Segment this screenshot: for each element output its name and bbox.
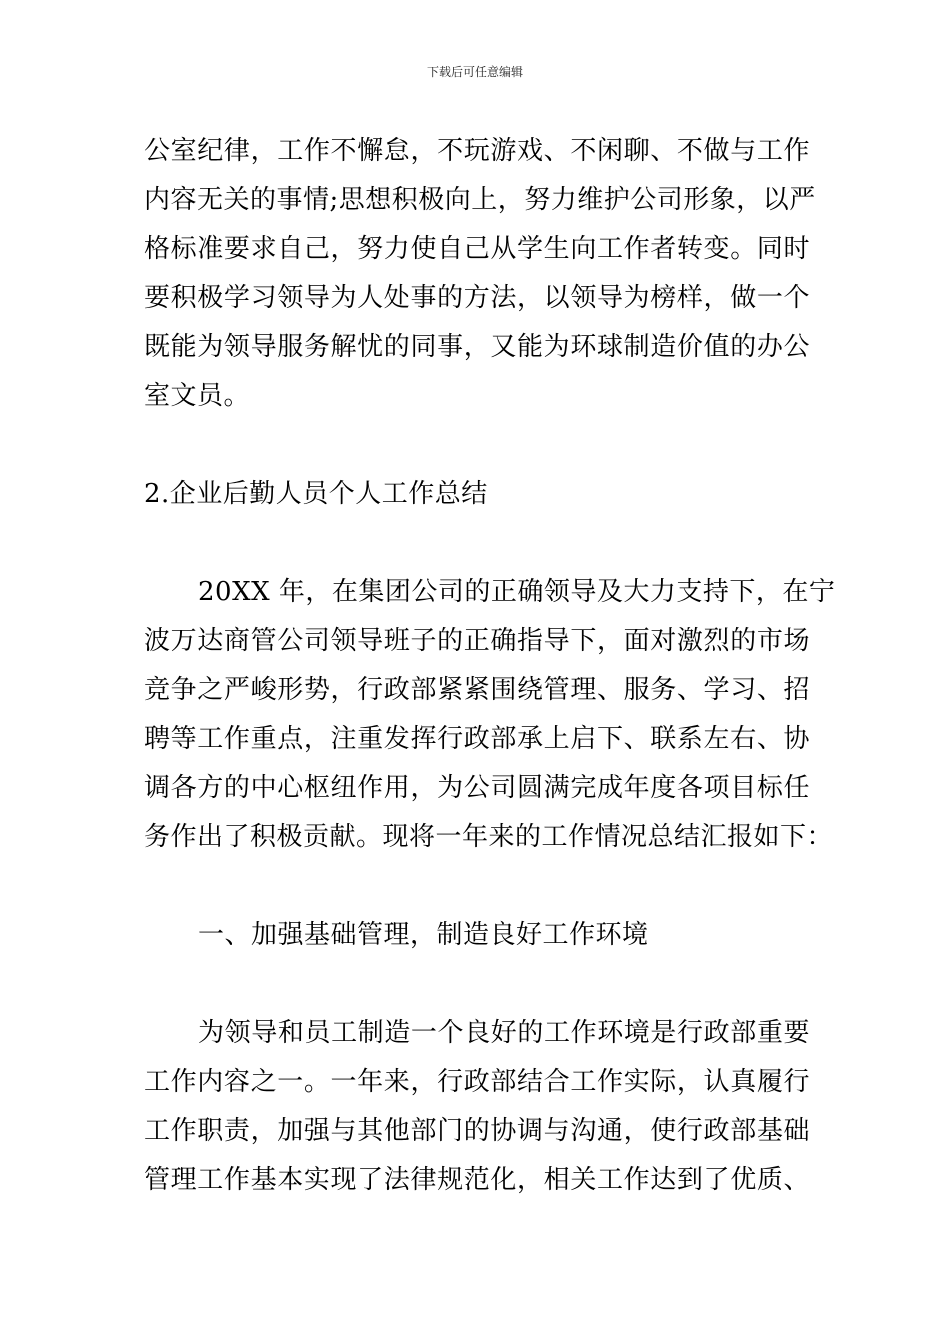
text-line: 调各方的中心枢纽作用，为公司圆满完成年度各项目标任 <box>144 773 810 803</box>
text-line: 波万达商管公司领导班子的正确指导下，面对激烈的市场 <box>144 626 810 656</box>
heading-text: 2.企业后勤人员个人工作总结 <box>144 479 488 509</box>
section-heading <box>144 470 810 519</box>
text-line: 务作出了积极贡献。现将一年来的工作情况总结汇报如下： <box>144 822 834 852</box>
text-line: 为领导和员工制造一个良好的工作环境是行政部重要 <box>198 1018 810 1048</box>
paragraph-spacer <box>144 421 810 470</box>
text-line: 室文员。 <box>144 381 251 411</box>
text-line: 聘等工作重点，注重发挥行政部承上启下、联系左右、协 <box>144 724 810 754</box>
paragraph <box>144 1009 810 1205</box>
paragraph <box>144 568 836 862</box>
text-line: 20XX 年，在集团公司的正确领导及大力支持下，在宁 <box>198 577 836 607</box>
heading-text: 一、加强基础管理，制造良好工作环境 <box>198 920 649 950</box>
paragraph <box>144 127 816 421</box>
text-line: 内容无关的事情;思想积极向上，努力维护公司形象，以严 <box>144 185 816 215</box>
text-line: 公室纪律，工作不懈怠，不玩游戏、不闲聊、不做与工作 <box>144 136 810 166</box>
text-line: 格标准要求自己，努力使自己从学生向工作者转变。同时 <box>144 234 810 264</box>
text-line: 竞争之严峻形势，行政部紧紧围绕管理、服务、学习、招 <box>144 675 810 705</box>
text-line: 既能为领导服务解忧的同事，又能为环球制造价值的办公 <box>144 332 810 362</box>
text-line: 要积极学习领导为人处事的方法，以领导为榜样，做一个 <box>144 283 810 313</box>
paragraph-spacer <box>144 960 810 1009</box>
paragraph-spacer <box>144 862 810 911</box>
text-line: 管理工作基本实现了法律规范化，相关工作达到了优质、 <box>144 1165 810 1195</box>
paragraph-spacer <box>144 519 810 568</box>
text-line: 工作内容之一。一年来，行政部结合工作实际，认真履行 <box>144 1067 810 1097</box>
text-line: 工作职责，加强与其他部门的协调与沟通，使行政部基础 <box>144 1116 810 1146</box>
document-body <box>144 127 836 1205</box>
page-header: 下载后可任意编辑 <box>426 65 523 79</box>
subsection-heading <box>144 911 810 960</box>
